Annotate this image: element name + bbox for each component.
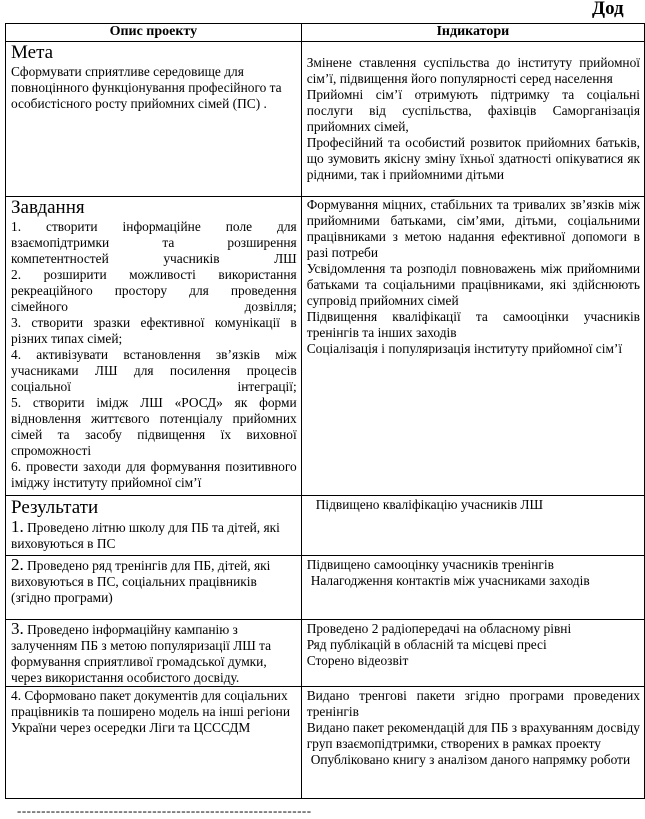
table-header	[6, 24, 645, 42]
task-item: 4. активізувати встановлення зв’язків між учасниками ЛШ для посилення процесів соціальної інтеграції;	[11, 347, 297, 394]
result-cell	[6, 556, 302, 620]
header-indicators: Індикатори	[301, 24, 644, 42]
indicator-item: Налагодження контактів між учасниками заходів	[310, 573, 590, 588]
indicator-item: Опубліковано книгу з аналізом даного напрямку роботи	[310, 752, 631, 767]
indicator-item: Професійний та особистий розвиток прийомних батьків, що зумовить якісну зміну їхньої здатності опікуватися як рідними, так і прийомними дітьми	[306, 135, 640, 182]
tasks-cell	[6, 197, 302, 496]
tasks-row	[6, 197, 645, 496]
goal-cell	[6, 42, 302, 197]
goal-row	[6, 42, 645, 197]
indicator-item: Видано пакет рекомендацій для ПБ з врахуванням досвіду груп взаємопідтримки, створених в рамках проекту	[306, 720, 640, 751]
result-indicators	[301, 556, 644, 620]
task-item: 3. створити зразки ефективної комунікації в різних типах сімей;	[11, 315, 297, 346]
result-cell	[6, 496, 302, 556]
indicator-item: Сторено відеозвіт	[306, 653, 409, 668]
goal-indicators	[301, 42, 644, 197]
result-row-3	[6, 620, 645, 687]
result-cell	[6, 687, 302, 799]
result-row-2	[6, 556, 645, 620]
result-number: 3.	[11, 619, 24, 638]
result-cell	[6, 620, 302, 687]
header-description: Опис проекту	[6, 24, 302, 42]
indicator-item: Проведено 2 радіопередачі на обласному рівні	[306, 621, 572, 636]
tasks-indicators	[301, 197, 644, 496]
indicator-item: Ряд публікацій в обласній та місцеві пресі	[306, 637, 547, 652]
result-row-4	[6, 687, 645, 799]
result-number: 2.	[11, 555, 24, 574]
results-title: Результати	[11, 497, 99, 518]
result-text: Сформовано пакет документів для соціальних працівників та поширено модель на інші регіони України через осередки Ліги та ЦСССДМ	[11, 688, 291, 735]
indicator-item: Соціалізація і популяризація інституту прийомної сім’ї	[306, 341, 623, 356]
result-text: Проведено літню школу для ПБ та дітей, які виховуються в ПС	[11, 520, 280, 551]
indicator-item: Усвідомлення та розподіл повноважень між прийомними батьками та соціальними працівниками, які здійснюють супровід прийомних сімей	[306, 261, 640, 308]
indicator-item: Підвищено самооцінку учасників тренінгів	[306, 557, 554, 572]
appendix-label: Дод	[592, 0, 624, 19]
result-indicators	[301, 496, 644, 556]
project-table	[5, 23, 645, 799]
indicator-item: Підвищено кваліфікацію учасників ЛШ	[315, 497, 543, 512]
footer-separator: -------------------------------------------------------------	[17, 803, 312, 818]
result-row-1	[6, 496, 645, 556]
indicator-item: Видано тренгові пакети згідно програми проведених тренінгів	[306, 688, 640, 719]
task-item: 1. створити інформаційне поле для взаємопідтримки та розширення компетентностей учасників ЛШ	[11, 219, 297, 266]
indicator-item: Підвищення кваліфікації та самооцінки учасників тренінгів та інших заходів	[306, 309, 640, 340]
goal-title: Мета	[11, 42, 54, 63]
result-text: Проведено інформаційну кампанію з залученням ПБ з метою популяризації ЛШ та формування сприятливої громадської думки, через використання особистого досвіду.	[11, 622, 272, 685]
task-item: 6. провести заходи для формування позитивного іміджу інституту прийомної сім’ї	[11, 459, 297, 490]
task-item: 2. розширити можливості використання рекреаційного простору для проведення сімейного дозвілля;	[11, 267, 297, 314]
indicator-item: Прийомні сім’ї отримують підтримку та соціальні послуги від суспільства, фахівців Саморганізація прийомних сімей,	[306, 87, 640, 134]
result-text: Проведено ряд тренінгів для ПБ, дітей, які виховуються в ПС, соціальних працівників (згідно програми)	[11, 558, 271, 605]
task-item: 5. створити імідж ЛШ «РОСД» як форми відновлення життєвого потенціалу прийомних сімей та засобу підвищення їх виховної спроможності	[11, 395, 297, 458]
result-number: 4.	[11, 688, 22, 703]
result-indicators	[301, 687, 644, 799]
tasks-title: Завдання	[11, 197, 85, 218]
result-indicators	[301, 620, 644, 687]
indicator-item: Змінене ставлення суспільства до інституту прийомної сім’ї, підвищення його популярності серед населення	[306, 55, 640, 86]
indicator-item: Формування міцних, стабільних та тривалих зв’язків між прийомними батьками, сім’ями, дітьми, соціальними працівниками з метою надання ефективної допомоги в разі потреби	[306, 197, 640, 260]
goal-text: Сформувати сприятливе середовище для повноцінного функціонування професійного та особистісного росту прийомних сімей (ПС) .	[11, 64, 282, 111]
result-number: 1.	[11, 517, 24, 536]
